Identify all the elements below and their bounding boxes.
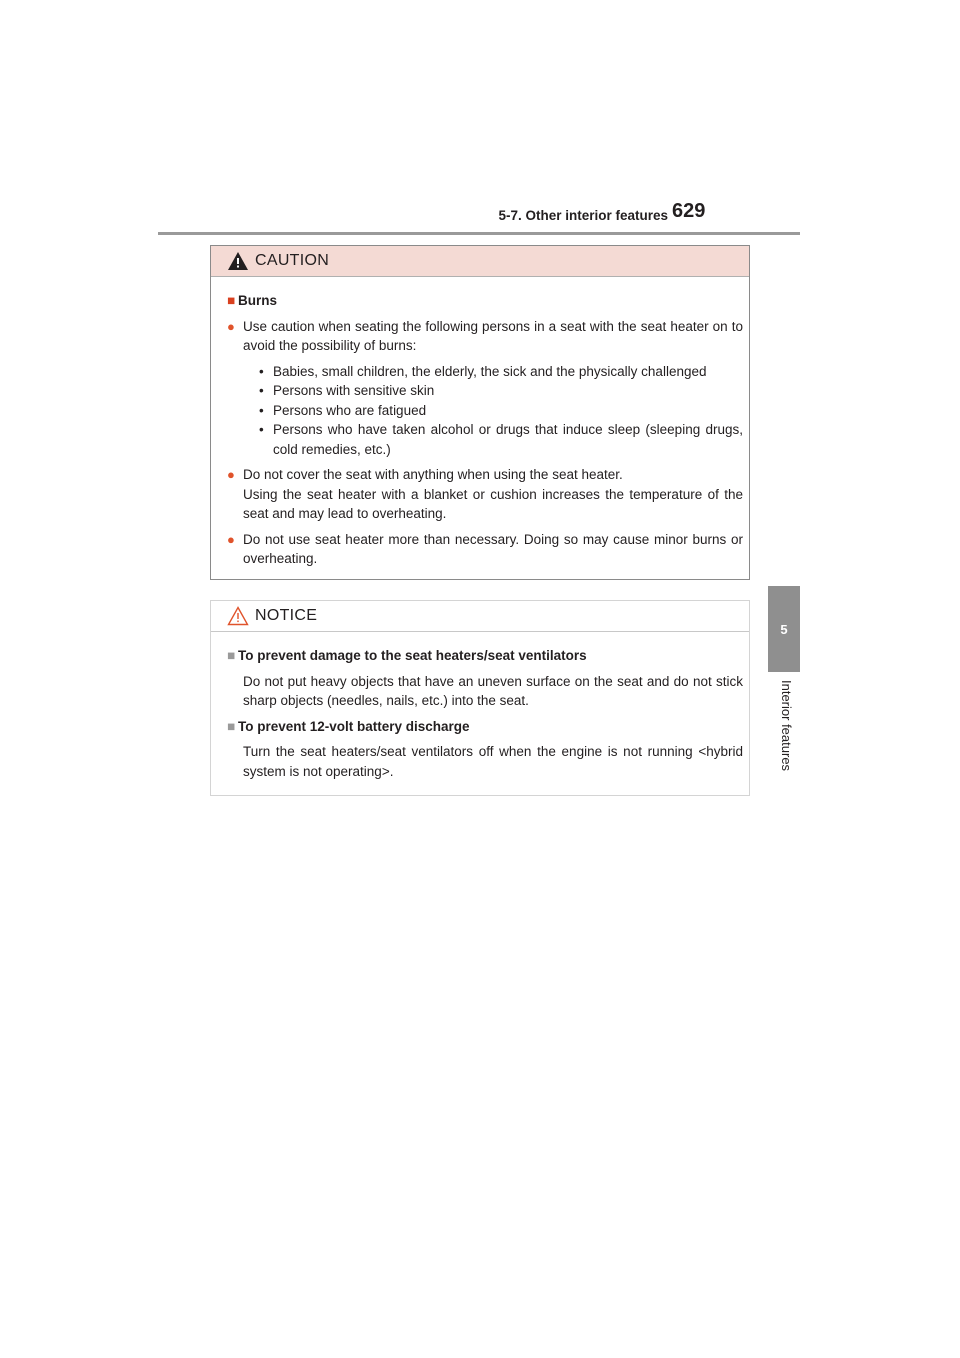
caution-section-title-text: Burns [238,293,278,308]
notice-heading: NOTICE [255,607,318,624]
caution-bullet-1-text: Use caution when seating the following persons in a seat with the seat heater on to avoid the possibility of burns: [243,318,743,353]
sub-bullet-1-text: Babies, small children, the elderly, the sick and the physically challenged [273,363,707,379]
notice-header [211,601,749,632]
warning-triangle-icon [227,251,249,271]
notice-section-text-2: Turn the seat heaters/seat ventilators off when the engine is not running <hybrid system is not operating>. [243,744,743,779]
caution-bullet-3-text: Do not use seat heater more than necessary. Doing so may cause minor burns or overheating. [243,531,743,566]
sub-bullet-1 [259,362,743,382]
warning-triangle-outline-icon [227,606,249,626]
caution-bullet-2 [227,465,743,485]
circle-bullet-icon: ● [227,467,235,482]
caution-bullet-2-continuation: Using the seat heater with a blanket or cushion increases the temperature of the seat and may lead to overheating. [243,486,743,521]
caution-header [211,246,749,277]
sub-bullet-dot: • [259,363,264,379]
sub-bullet-dot: • [259,422,264,437]
caution-bullet-3 [227,530,743,569]
notice-section-title-2 [227,717,743,737]
caution-section-title [227,291,743,311]
page-number: 629 [672,200,706,222]
sub-bullet-2-text: Persons with sensitive skin [273,383,435,398]
sub-bullet-dot: • [259,383,264,398]
chapter-tab: 5 [768,586,800,672]
circle-bullet-icon: ● [227,531,235,547]
chapter-tab-label: Interior features [779,680,794,772]
caution-body [211,277,749,569]
notice-body [211,632,749,781]
notice-section-title-2-text: To prevent 12-volt battery discharge [238,718,470,734]
caution-heading: CAUTION [255,252,330,269]
header-rule [158,232,800,235]
caution-bullet-2-text: Do not cover the seat with anything when using the seat heater. [243,467,623,482]
notice-section-title-1-text: To prevent damage to the seat heaters/seat ventilators [238,648,587,663]
notice-section-text-1: Do not put heavy objects that have an uneven surface on the seat and do not stick sharp objects (needles, nails, etc.) into the seat. [243,673,743,708]
caution-bullet-1 [227,317,743,356]
sub-bullet-4-text: Persons who have taken alcohol or drugs that induce sleep (sleeping drugs, cold remedies, etc.) [273,422,743,457]
sub-bullet-2 [259,381,743,401]
sub-bullet-4 [259,420,743,459]
sub-bullet-dot: • [259,402,264,418]
sub-bullet-3-text: Persons who are fatigued [273,402,427,418]
circle-bullet-icon: ● [227,318,235,334]
caution-box [210,245,750,580]
square-bullet-icon: ■ [227,718,236,734]
square-bullet-icon: ■ [227,293,236,308]
square-bullet-icon: ■ [227,648,236,663]
sub-bullet-3 [259,401,743,421]
notice-section-title-1 [227,646,743,666]
page-header-title: 5-7. Other interior features [498,208,668,223]
notice-box [210,600,750,796]
